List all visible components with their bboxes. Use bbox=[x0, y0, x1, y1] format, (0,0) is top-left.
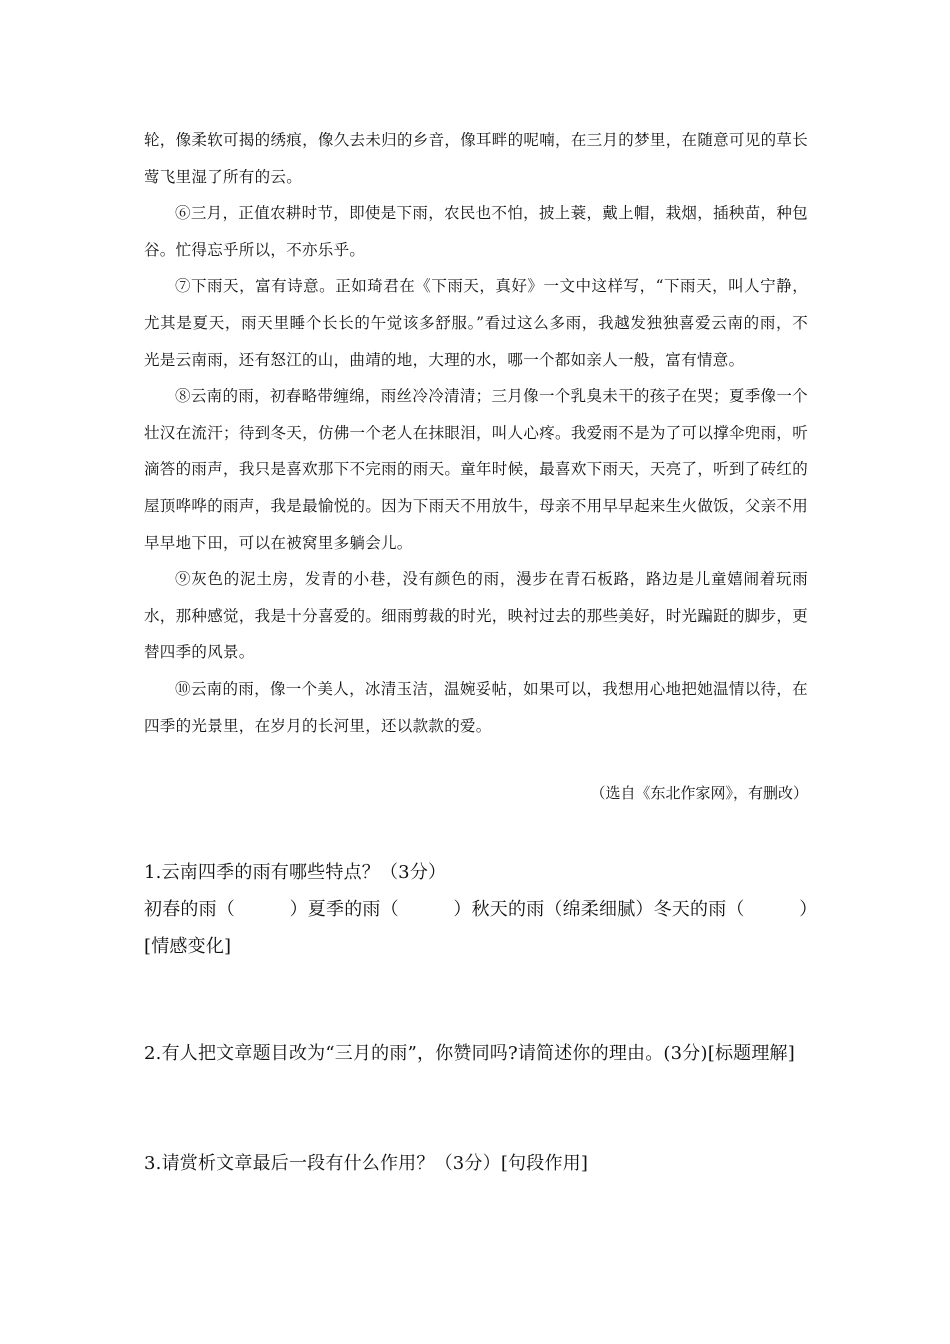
paragraph-5-continuation: 轮，像柔软可揭的绣痕，像久去未归的乡音，像耳畔的呢喃，在三月的梦里，在随意可见的草长莺飞里湿了所有的云。 bbox=[144, 131, 808, 186]
source-citation: （选自《东北作家网》，有删改） bbox=[590, 784, 808, 802]
paragraph-8: ⑧云南的雨，初春略带缠绵，雨丝冷冷清清；三月像一个乳臭未干的孩子在哭；夏季像一个壮汉在流汗；待到冬天，仿佛一个老人在抹眼泪，叫人心疼。我爱雨不是为了可以撑伞兜雨，听滴答的雨声，我只是喜欢那下不完雨的雨天。童年时候，最喜欢下雨天，天亮了，听到了砖红的屋顶哗哗的雨声，我是最愉悦的。因为下雨天不用放牛，母亲不用早早起来生火做饭，父亲不用早早地下田，可以在被窝里多躺会儿。 bbox=[144, 387, 808, 552]
question-3-text: 3.请赏析文章最后一段有什么作用？（3分）[句段作用] bbox=[144, 1153, 589, 1174]
reading-passage bbox=[144, 122, 808, 744]
question-1-body: 初春的雨（ ）夏季的雨（ ）秋天的雨（绵柔细腻）冬天的雨（ ）[情感变化] bbox=[144, 899, 809, 957]
paragraph-7: ⑦下雨天，富有诗意。正如琦君在《下雨天，真好》一文中这样写，“下雨天，叫人宁静，尤其是夏天，雨天里睡个长长的午觉该多舒服。”看过这么多雨，我越发独独喜爱云南的雨，不光是云南雨，还有怒江的山，曲靖的地，大理的水，哪一个都如亲人一般，富有情意。 bbox=[144, 277, 808, 369]
paragraph-6: ⑥三月，正值农耕时节，即使是下雨，农民也不怕，披上蓑，戴上帽，栽烟，插秧苗，种包谷。忙得忘乎所以，不亦乐乎。 bbox=[144, 204, 808, 259]
question-1 bbox=[144, 854, 810, 965]
question-1-title: 1.云南四季的雨有哪些特点？（3分） bbox=[144, 862, 447, 883]
question-2-text: 2.有人把文章题目改为“三月的雨”，你赞同吗?请简述你的理由。(3分)[标题理解] bbox=[144, 1043, 795, 1064]
question-2 bbox=[144, 1035, 810, 1072]
question-3 bbox=[144, 1145, 810, 1182]
paragraph-9: ⑨灰色的泥土房，发青的小巷，没有颜色的雨，漫步在青石板路，路边是儿童嬉闹着玩雨水，那种感觉，我是十分喜爱的。细雨剪裁的时光，映衬过去的那些美好，时光蹁跹的脚步，更替四季的风景。 bbox=[144, 570, 808, 662]
paragraph-10: ⑩云南的雨，像一个美人，冰清玉洁，温婉妥帖，如果可以，我想用心地把她温情以待，在四季的光景里，在岁月的长河里，还以款款的爱。 bbox=[144, 679, 808, 735]
